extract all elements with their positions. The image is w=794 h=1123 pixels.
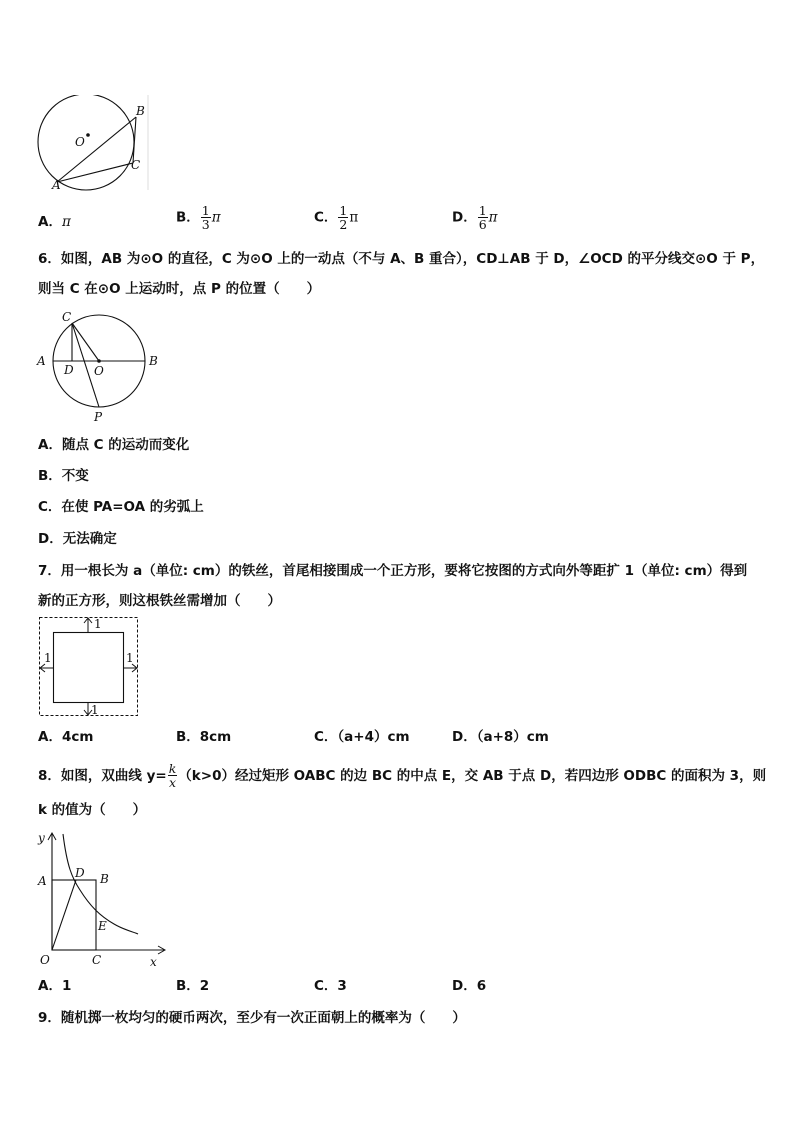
q7-square-figure [38,616,142,720]
fraction: $\frac{1}{3}$ [201,203,210,232]
q8-hyperbola-figure [34,826,174,971]
q5-option-b[interactable]: B． $\frac{1}{3}$ π [176,203,221,232]
q8-label-x: x [150,955,157,969]
q8-option-a[interactable]: A．1 [38,978,72,994]
q8-option-c[interactable]: C．3 [314,978,347,994]
q6-circle-figure [34,306,164,426]
q6-label-p: P [94,410,103,424]
q7-question-line1: 7．用一根长为 a（单位: cm）的铁丝，首尾相接围成一个正方形，要将它按图的方式向外等距扩 1（单位: cm）得到 [38,563,748,579]
q6-label-o: O [94,364,104,378]
q5-option-c[interactable]: C． $\frac{1}{2}$ π [314,203,359,232]
q6-label-c: C [62,310,72,324]
q6-question-line2: 则当 C 在⊙O 上运动时，点 P 的位置（ ） [38,281,321,297]
fraction-k-over-x: $\frac{k}{x}$ [168,761,177,790]
q7-label-left: 1 [44,651,52,665]
q5-label-o: O [75,135,85,149]
q8-label-y: y [38,831,45,845]
q8-label-e: E [98,919,107,933]
q6-option-d[interactable]: D．无法确定 [38,531,117,547]
q8-label-d: D [75,866,85,880]
q6-label-d: D [64,363,74,377]
q8-question-line1: 8．如图，双曲线 y= $\frac{k}{x}$ （k>0）经过矩形 OABC 的边 BC 的中点 E，交 AB 于点 D，若四边形 ODBC 的面积为 3，则 [38,761,767,790]
q7-label-right: 1 [126,651,134,665]
q6-label-a: A [37,354,46,368]
q6-option-b[interactable]: B．不变 [38,468,89,484]
q5-option-a[interactable]: A．π [38,214,71,230]
q7-question-line2: 新的正方形，则这根铁丝需增加（ ） [38,593,281,609]
q8-option-d[interactable]: D．6 [452,978,487,994]
q7-option-a[interactable]: A．4cm [38,729,94,745]
q5-circle-figure [30,95,155,195]
q8-label-o: O [40,953,50,967]
q7-label-top: 1 [94,617,102,631]
q8-label-b: B [100,872,109,886]
q5-label-c: C [131,158,141,172]
q5-label-b: B [136,104,145,118]
q9-question-line1: 9．随机掷一枚均匀的硬币两次，至少有一次正面朝上的概率为（ ） [38,1010,466,1026]
q8-question-line2: k 的值为（ ） [38,802,147,818]
q5-option-d[interactable]: D． $\frac{1}{6}$ π [452,203,498,232]
q8-label-c: C [92,953,102,967]
q6-option-a[interactable]: A．随点 C 的运动而变化 [38,437,190,453]
q8-option-b[interactable]: B．2 [176,978,210,994]
q6-label-b: B [149,354,158,368]
q7-label-bottom: 1 [91,703,99,717]
fraction: $\frac{1}{6}$ [478,203,487,232]
q6-question-line1: 6．如图，AB 为⊙O 的直径，C 为⊙O 上的一动点（不与 A、B 重合），CD⊥AB 于 D，∠OCD 的平分线交⊙O 于 P， [38,251,765,267]
q6-option-c[interactable]: C．在使 PA=OA 的劣弧上 [38,499,204,515]
q8-label-a: A [38,874,47,888]
q7-option-c[interactable]: C．（a+4）cm [314,729,410,745]
q5-label-a: A [52,178,61,192]
q7-option-b[interactable]: B．8cm [176,729,232,745]
fraction: $\frac{1}{2}$ [339,203,348,232]
q7-option-d[interactable]: D．（a+8）cm [452,729,549,745]
